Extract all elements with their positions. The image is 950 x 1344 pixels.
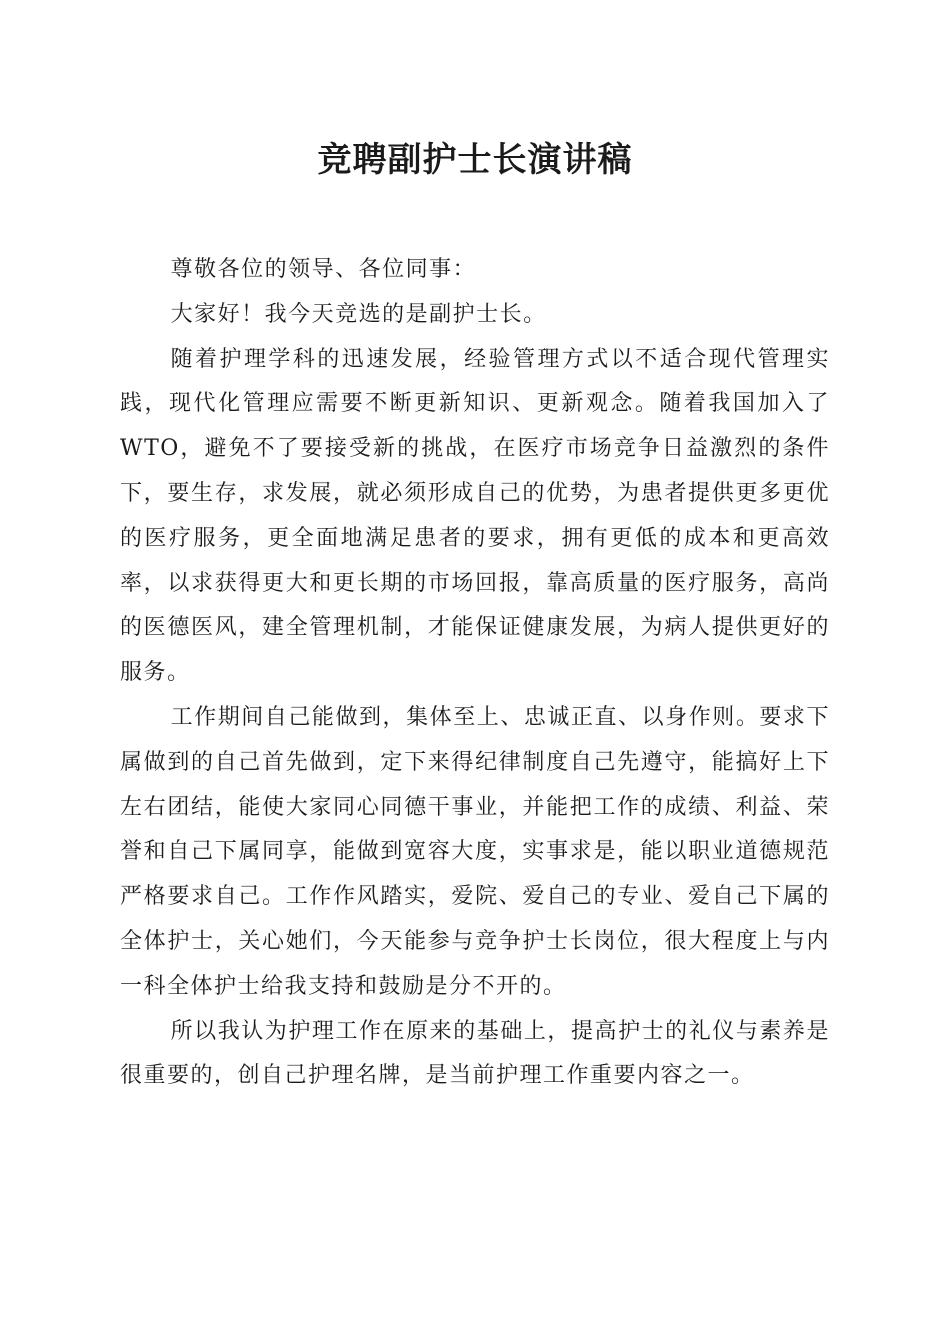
paragraph-work-attitude: 工作期间自己能做到，集体至上、忠诚正直、以身作则。要求下属做到的自己首先做到，定下来得纪律制度自己先遵守，能搞好上下左右团结，能使大家同心同德干事业，并能把工作的成绩、利益、荣誉和自己下属同享，能做到宽容大度，实事求是，能以职业道德规范严格要求自己。工作作风踏实，爱院、爱自己的专业、爱自己下属的全体护士，关心她们，今天能参与竞争护士长岗位，很大程度上与内一科全体护士给我支持和鼓励是分不开的。 <box>120 704 830 999</box>
paragraph-conclusion: 所以我认为护理工作在原来的基础上，提高护士的礼仪与素养是很重要的，创自己护理名牌，是当前护理工作重要内容之一。 <box>120 1018 830 1089</box>
document-title: 竞聘副护士长演讲稿 <box>317 140 633 180</box>
paragraph-greeting: 大家好！我今天竞选的是副护士长。 <box>170 301 547 327</box>
paragraph-background: 随着护理学科的迅速发展，经验管理方式以不适合现代管理实践，现代化管理应需要不断更新知识、更新观念。随着我国加入了WTO，避免不了要接受新的挑战，在医疗市场竞争日益激烈的条件下，要生存，求发展，就必须形成自己的优势，为患者提供更多更优的医疗服务，更全面地满足患者的要求，拥有更低的成本和更高效率，以求获得更大和更长期的市场回报，靠高质量的医疗服务，高尚的医德医风，建全管理机制，才能保证健康发展，为病人提供更好的服务。 <box>120 346 830 686</box>
paragraph-salutation: 尊敬各位的领导、各位同事： <box>170 257 477 282</box>
document-page <box>120 130 830 1099</box>
